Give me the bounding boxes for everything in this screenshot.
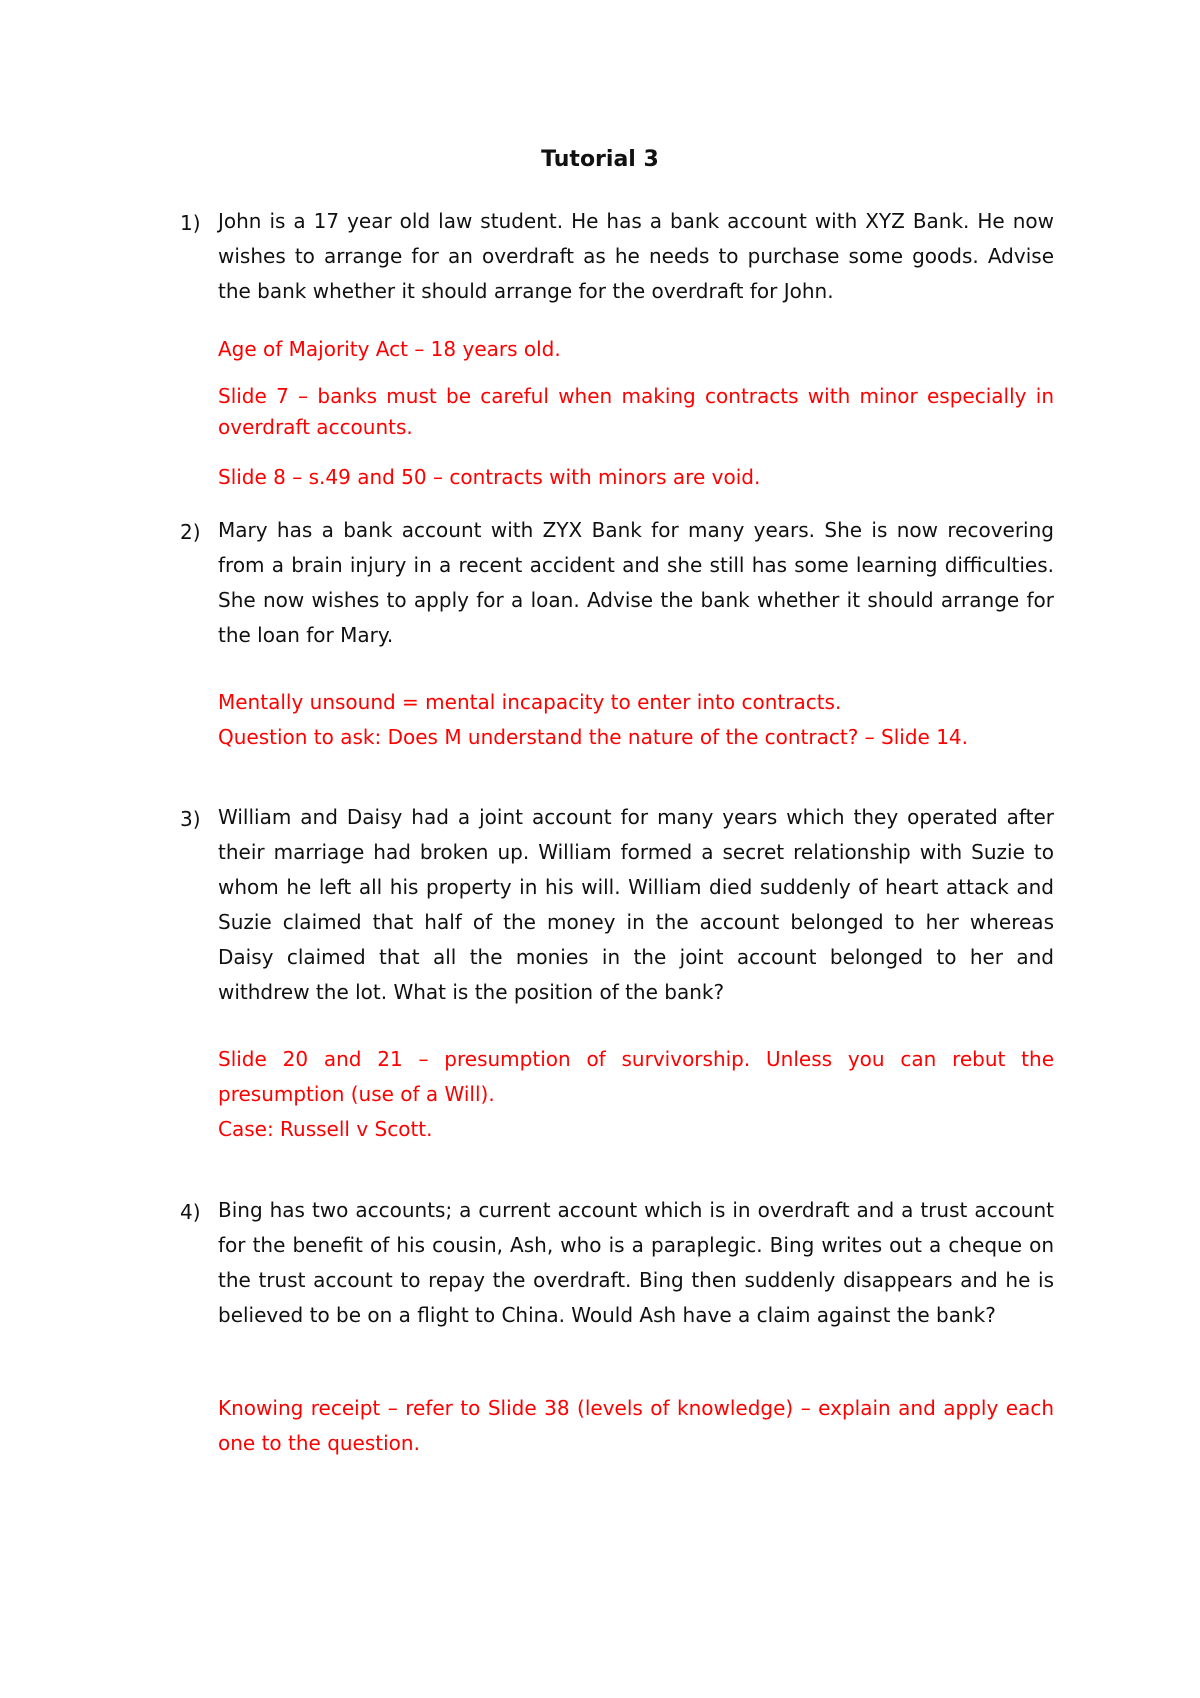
question-1-number: 1): [180, 211, 201, 235]
question-1-answer-2: Slide 7 – banks must be careful when making contracts with minor especially in overdraft accounts.: [218, 384, 1054, 439]
question-2-number: 2): [180, 520, 201, 544]
question-4-answer-1: Knowing receipt – refer to Slide 38 (levels of knowledge) – explain and apply each one to the question.: [218, 1396, 1054, 1455]
question-3-number: 3): [180, 807, 201, 831]
question-3-answer-1: Slide 20 and 21 – presumption of survivorship. Unless you can rebut the presumption (use of a Will).: [218, 1047, 1054, 1106]
question-1-text: John is a 17 year old law student. He has a bank account with XYZ Bank. He now wishes to arrange for an overdraft as he needs to purchase some goods. Advise the bank whether it should arrange for the overdraft for John.: [218, 209, 1054, 303]
question-2-answer-1: Mentally unsound = mental incapacity to enter into contracts.: [218, 690, 842, 714]
question-1-answer-1: Age of Majority Act – 18 years old.: [218, 337, 561, 361]
question-1-answer-3: Slide 8 – s.49 and 50 – contracts with minors are void.: [218, 465, 761, 489]
document-title: Tutorial 3: [541, 147, 659, 172]
question-4-number: 4): [180, 1200, 201, 1224]
question-2-text: Mary has a bank account with ZYX Bank for many years. She is now recovering from a brain injury in a recent accident and she still has some learning difficulties. She now wishes to apply for a loan. Advise the bank whether it should arrange for the loan for Mary.: [218, 518, 1054, 647]
question-4-text: Bing has two accounts; a current account which is in overdraft and a trust account for the benefit of his cousin, Ash, who is a paraplegic. Bing writes out a cheque on the trust account to repay the overdraft. Bing then suddenly disappears and he is believed to be on a flight to China. Would Ash have a claim against the bank?: [218, 1198, 1054, 1327]
question-2-answer-2: Question to ask: Does M understand the nature of the contract? – Slide 14.: [218, 725, 969, 749]
question-3-answer-2: Case: Russell v Scott.: [218, 1117, 433, 1141]
question-3-text: William and Daisy had a joint account for many years which they operated after their marriage had broken up. William formed a secret relationship with Suzie to whom he left all his property in his will. William died suddenly of heart attack and Suzie claimed that half of the money in the account belonged to her whereas Daisy claimed that all the monies in the joint account belonged to her and withdrew the lot. What is the position of the bank?: [218, 805, 1054, 1004]
